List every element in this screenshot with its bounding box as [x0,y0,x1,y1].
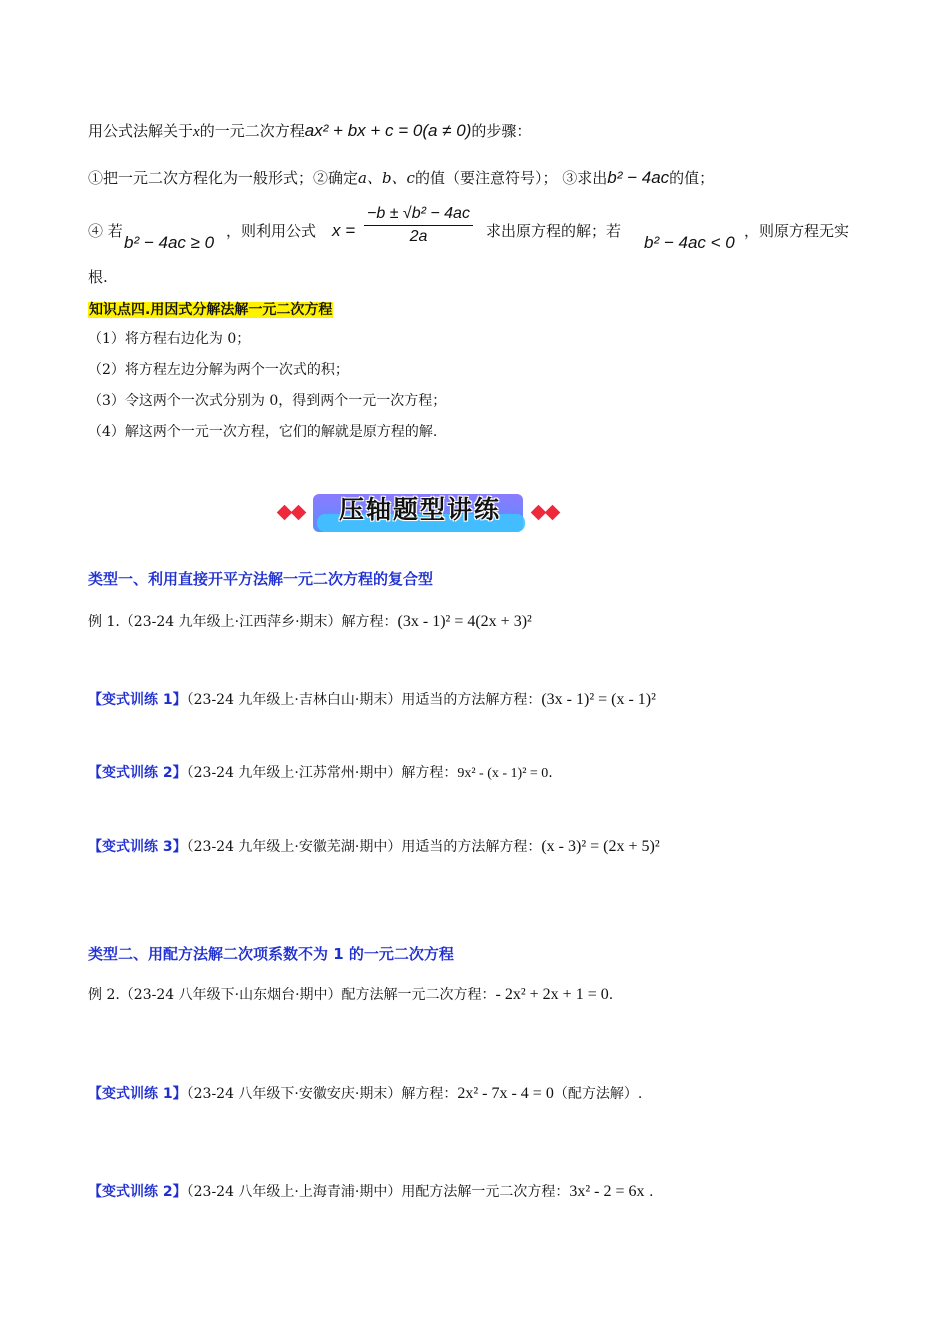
step4-wrap: 根. [88,268,108,286]
training-tag: 【变式训练 3】 [88,839,187,855]
step1-end: 的值； [669,169,715,187]
example2-label: 例 2.（23-24 八年级下·山东烟台·期中）配方法解一元二次方程： [88,987,496,1003]
diamond-icon [545,505,561,521]
training-text: （23-24 八年级下·安徽安庆·期末）解方程： [186,1086,458,1102]
type2-training2-line [88,1181,870,1203]
example2-line [88,984,870,1006]
condition-negative: b² − 4ac < 0 [644,233,735,252]
step4-prefix: ④ 若 [88,222,123,240]
quadratic-formula-fraction [364,204,473,247]
type1-title-line [88,568,870,590]
example2-equation: - 2x² + 2x + 1 = 0 [495,986,609,1003]
training1-line [88,689,870,711]
intro-text: 用公式法解关于 [88,122,194,140]
knowledge4-item: （4）解这两个一元一次方程，它们的解就是原方程的解. [88,424,438,440]
training-tag: 【变式训练 1】 [88,1086,187,1102]
step4-mid2: 求出原方程的解；若 [486,222,622,240]
training-tag: 【变式训练 2】 [88,1184,187,1200]
training-end: . [548,765,553,781]
diamond-icon [291,505,307,521]
training-text: （23-24 八年级上·上海青浦·期中）用配方法解一元二次方程： [186,1184,570,1200]
intro-text-2: 的一元二次方程 [199,122,305,140]
discriminant-expr: b² − 4ac [607,168,670,187]
banner-title: 压轴题型讲练 [338,495,501,524]
step4-mid: ，则利用公式 [226,222,317,240]
training-equation: (3x - 1)² = (x - 1)² [541,691,656,708]
type1-title: 类型一、利用直接开平方法解一元二次方程的复合型 [88,570,434,588]
formula-step4-line [88,206,870,256]
example1-label: 例 1.（23-24 九年级上·江西萍乡·期末）解方程： [88,614,398,630]
training-end: . [644,1184,654,1200]
intro-variable: x [193,124,200,140]
section-banner [277,488,567,538]
type2-title-line [88,943,870,965]
training-end: （配方法解）. [553,1086,643,1102]
type2-title: 类型二、用配方法解二次项系数不为 1 的一元二次方程 [88,945,454,963]
type2-training1-line [88,1083,870,1105]
training-tag: 【变式训练 2】 [88,765,187,781]
intro-suffix: 的步骤： [471,122,532,140]
knowledge4-item: （2）将方程左边分解为两个一次式的积； [88,362,349,378]
knowledge4-title: 知识点四.用因式分解法解一元二次方程 [89,302,333,318]
step1-vars: a、b、c [358,169,415,187]
knowledge4-item: （1）将方程右边化为 0； [88,331,251,347]
general-form-equation: ax² + bx + c = 0(a ≠ 0) [304,121,472,140]
formula-numerator: −b ± √b² − 4ac [364,204,473,226]
condition-nonnegative: b² − 4ac ≥ 0 [124,233,215,252]
formula-denominator: 2a [409,228,428,245]
training-equation: 2x² - 7x - 4 = 0 [457,1085,554,1102]
step1-tail: 的值（要注意符号）； ③求出 [414,169,608,187]
formula-lhs: x = [332,221,356,240]
example2-end: . [608,987,614,1003]
step1-text: ①把一元二次方程化为一般形式；②确定 [88,169,359,187]
training3-line [88,836,870,858]
training-text: （23-24 九年级上·吉林白山·期末）用适当的方法解方程： [186,692,542,708]
knowledge4-item: （3）令这两个一次式分别为 0，得到两个一元一次方程； [88,393,447,409]
knowledge4-title-line [88,298,870,321]
example1-equation: (3x - 1)² = 4(2x + 3)² [397,613,532,630]
training-tag: 【变式训练 1】 [88,692,187,708]
training2-line [88,762,870,785]
training-equation: (x - 3)² = (2x + 5)² [541,838,660,855]
training-equation: 9x² - (x - 1)² = 0 [457,766,549,781]
formula-intro-line [88,120,870,143]
training-text: （23-24 九年级上·江苏常州·期中）解方程： [186,765,458,781]
formula-steps-line [88,167,870,189]
step4-end: ，则原方程无实 [744,222,850,240]
example1-line [88,611,870,633]
training-equation: 3x² - 2 = 6x [569,1183,645,1200]
training-text: （23-24 九年级上·安徽芜湖·期中）用适当的方法解方程： [186,839,542,855]
